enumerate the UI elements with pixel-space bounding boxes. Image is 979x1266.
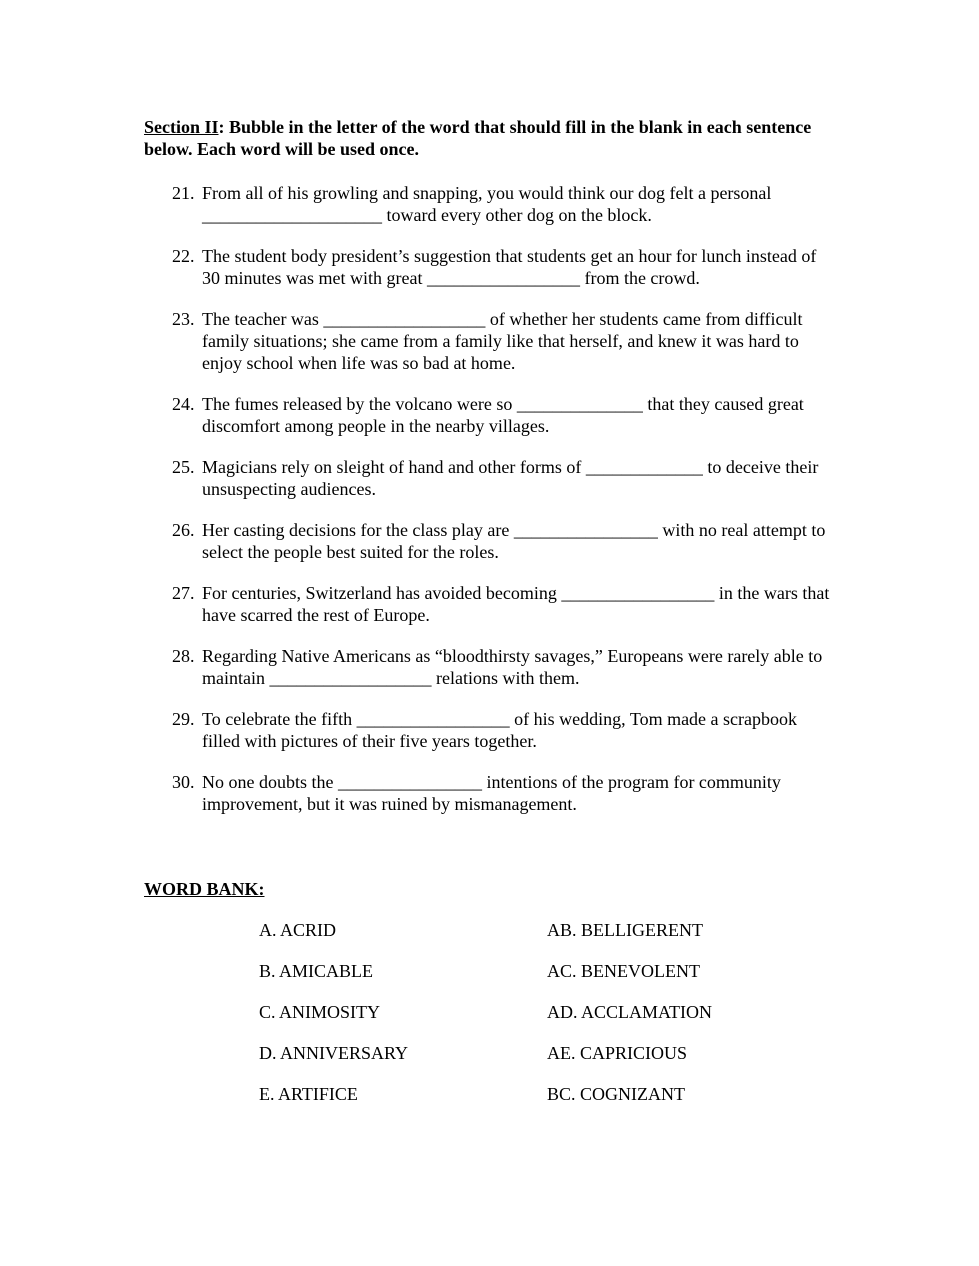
word-bank-item: AE. CAPRICIOUS	[547, 1043, 688, 1063]
word-bank-item: C. ANIMOSITY	[259, 1002, 381, 1022]
question-item	[172, 708, 832, 752]
question-text: Her casting decisions for the class play are ________________ with no real attempt to select the people best suited for the roles.	[202, 520, 826, 562]
word-bank-item: A. ACRID	[259, 920, 337, 940]
question-item	[172, 393, 832, 437]
word-bank-item: AC. BENEVOLENT	[547, 961, 700, 981]
question-text: To celebrate the fifth _________________ of his wedding, Tom made a scrapbook filled with pictures of their five years together.	[202, 709, 798, 751]
question-text: The teacher was __________________ of whether her students came from difficult family situations; she came from a family like that herself, and knew it was hard to enjoy school when life was so bad at home.	[202, 309, 803, 373]
question-text: Regarding Native Americans as “bloodthirsty savages,” Europeans were rarely able to maintain __________________ relations with them.	[202, 646, 823, 688]
question-text: Magicians rely on sleight of hand and other forms of _____________ to deceive their unsuspecting audiences.	[202, 457, 819, 499]
question-list	[172, 182, 832, 834]
word-bank-item: AD. ACCLAMATION	[547, 1002, 713, 1022]
word-bank-item: BC. COGNIZANT	[547, 1084, 685, 1104]
word-bank-item: D. ANNIVERSARY	[259, 1043, 409, 1063]
question-text: For centuries, Switzerland has avoided becoming _________________ in the wars that have scarred the rest of Europe.	[202, 583, 830, 625]
section-label: Section II	[144, 117, 219, 137]
question-number: 27.	[172, 583, 195, 603]
question-text: The student body president’s suggestion that students get an hour for lunch instead of 30 minutes was met with great _________________ from the crowd.	[202, 246, 817, 288]
question-text: The fumes released by the volcano were so ______________ that they caused great discomfort among people in the nearby villages.	[202, 394, 804, 436]
word-bank-title: WORD BANK:	[144, 879, 265, 899]
question-number: 30.	[172, 772, 195, 792]
question-number: 23.	[172, 309, 195, 329]
question-text: From all of his growling and snapping, you would think our dog felt a personal ____________________ toward every other dog on the block.	[202, 183, 772, 225]
word-bank-item: B. AMICABLE	[259, 961, 374, 981]
question-number: 24.	[172, 394, 195, 414]
question-number: 26.	[172, 520, 195, 540]
question-number: 28.	[172, 646, 195, 666]
question-item	[172, 582, 832, 626]
question-number: 29.	[172, 709, 195, 729]
question-item	[172, 245, 832, 289]
word-bank-item: AB. BELLIGERENT	[547, 920, 703, 940]
question-item	[172, 456, 832, 500]
question-item	[172, 519, 832, 563]
word-bank-right-column	[547, 919, 867, 1124]
question-item	[172, 308, 832, 374]
question-text: No one doubts the ________________ intentions of the program for community improvement, but it was ruined by mismanagement.	[202, 772, 781, 814]
word-bank-item: E. ARTIFICE	[259, 1084, 358, 1104]
section-instructions	[144, 116, 834, 160]
word-bank-left-column	[259, 919, 579, 1124]
question-number: 22.	[172, 246, 195, 266]
instruction-text: : Bubble in the letter of the word that should fill in the blank in each sentence below. Each word will be used once.	[144, 117, 812, 159]
question-item	[172, 645, 832, 689]
question-number: 25.	[172, 457, 195, 477]
question-item	[172, 771, 832, 815]
question-item	[172, 182, 832, 226]
question-number: 21.	[172, 183, 195, 203]
